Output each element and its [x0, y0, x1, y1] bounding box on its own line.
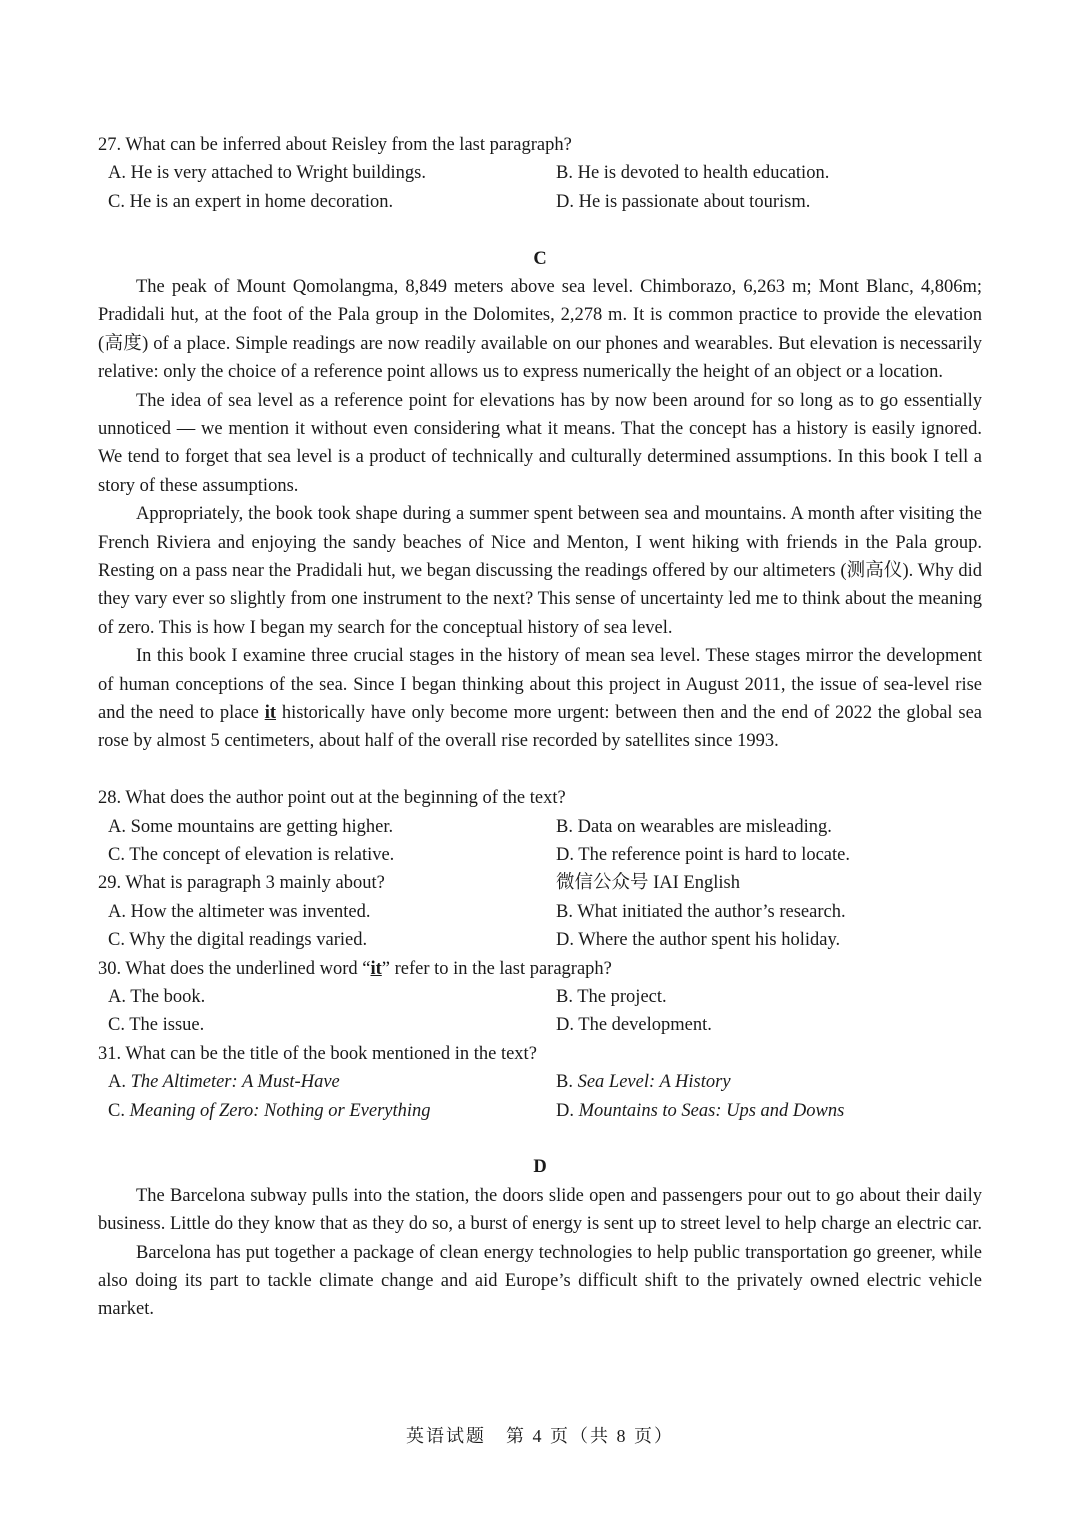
q28-option-d: D. The reference point is hard to locate. — [556, 845, 850, 866]
question-27: 27. What can be inferred about Reisley from the last paragraph? — [98, 135, 572, 155]
q31-option-c-title: Meaning of Zero: Nothing or Everything — [129, 1100, 431, 1121]
exam-page — [98, 131, 982, 1324]
q31-option-a — [98, 1068, 556, 1096]
q27-options-row-2 — [98, 188, 982, 216]
q28-options-row-2 — [98, 841, 982, 869]
q29-options-row-1 — [98, 898, 982, 926]
section-c-paragraph-2: The idea of sea level as a reference point for elevations has by now been around for so long as to go essentially unnoticed — we mention it without even considering what it means. That the concept has a history is easily ignored. We tend to forget that sea level is a product of technically and culturally determined assumptions. In this book I tell a story of these assumptions. — [98, 390, 982, 496]
q29-option-c: C. Why the digital readings varied. — [108, 930, 368, 951]
q30-option-a: A. The book. — [108, 986, 206, 1007]
q31-options-row-1 — [98, 1068, 982, 1096]
q29-option-d: D. Where the author spent his holiday. — [556, 930, 841, 951]
q30-option-d: D. The development. — [556, 1015, 712, 1036]
q31-option-a-letter: A. — [108, 1072, 131, 1093]
spacer — [98, 756, 982, 784]
question-29: 29. What is paragraph 3 mainly about? — [98, 873, 385, 894]
q30-text-end: ” refer to in the last paragraph? — [381, 958, 612, 979]
q27-options-row-1 — [98, 159, 982, 187]
q30-option-c: C. The issue. — [108, 1015, 205, 1036]
section-c-paragraph-3: Appropriately, the book took shape during a summer spent between sea and mountains. A month after visiting the French Riviera and enjoying the sandy beaches of Nice and Menton, I went hiking with friends in the Pala group. Resting on a pass near the Pradidali hut, we began discussing the readings offered by our altimeters (测高仪). Why did they vary ever so slightly from one instrument to the next? This sense of uncertainty led me to think about the meaning of zero. This is how I began my search for the conceptual history of sea level. — [98, 504, 982, 638]
q31-option-b-title: Sea Level: A History — [577, 1072, 731, 1093]
q31-options-row-2 — [98, 1097, 982, 1125]
paragraph-4-text-start: In this book I examine three crucial stages in the history of mean sea level. These stages mirror the development of human conceptions of the sea. Since I began thinking about this project in August 2011, the issue of sea-level rise and the need to place — [98, 646, 982, 724]
q30-text-start: 30. What does the underlined word “ — [98, 958, 371, 979]
section-c-title: C — [533, 248, 547, 269]
q31-option-d-letter: D. — [556, 1100, 579, 1121]
q31-option-a-title: The Altimeter: A Must-Have — [130, 1072, 340, 1093]
q31-option-c — [98, 1097, 556, 1125]
q30-underlined-it: it — [370, 958, 382, 979]
q27-option-b: B. He is devoted to health education. — [556, 163, 830, 184]
q31-option-c-letter: C. — [108, 1100, 130, 1121]
q27-option-a: A. He is very attached to Wright buildings. — [108, 163, 426, 184]
q28-option-c: C. The concept of elevation is relative. — [108, 845, 395, 866]
q30-options-row-1 — [98, 983, 982, 1011]
q29-option-a: A. How the altimeter was invented. — [108, 901, 371, 922]
paragraph-4-text-end: historically have only become more urgent: between then and the end of 2022 the global sea rose by almost 5 centimeters, about half of the overall rise recorded by satellites since 1993. — [98, 703, 982, 752]
q29-options-row-2 — [98, 926, 982, 954]
q30-options-row-2 — [98, 1011, 982, 1039]
underlined-word-it: it — [264, 703, 277, 724]
question-31: 31. What can be the title of the book mentioned in the text? — [98, 1043, 537, 1064]
q28-option-b: B. Data on wearables are misleading. — [556, 816, 832, 837]
section-c-paragraph-4 — [98, 642, 982, 756]
spacer — [98, 1125, 982, 1153]
q31-option-b-letter: B. — [556, 1072, 578, 1093]
question-30 — [98, 955, 982, 983]
q31-option-d — [556, 1097, 982, 1125]
section-d-paragraph-1: The Barcelona subway pulls into the station, the doors slide open and passengers pour out to go about their daily business. Little do they know that as they do so, a burst of energy is sent up to street level to help charge an electric car. — [98, 1185, 982, 1235]
section-d-paragraph-2: Barcelona has put together a package of clean energy technologies to help public transportation go greener, while also doing its part to tackle climate change and aid Europe’s difficult shift to the privately owned electric vehicle market. — [98, 1242, 982, 1320]
q30-option-b: B. The project. — [556, 986, 667, 1007]
q31-option-b — [556, 1068, 982, 1096]
watermark-text: 微信公众号 IAI English — [556, 873, 740, 894]
q29-question-row — [98, 869, 982, 897]
q27-option-c: C. He is an expert in home decoration. — [108, 191, 394, 212]
question-28: 28. What does the author point out at the beginning of the text? — [98, 788, 566, 809]
q28-option-a: A. Some mountains are getting higher. — [108, 816, 394, 837]
section-d-title: D — [533, 1157, 547, 1178]
q29-option-b: B. What initiated the author’s research. — [556, 901, 846, 922]
section-c-paragraph-1: The peak of Mount Qomolangma, 8,849 meters above sea level. Chimborazo, 6,263 m; Mont Blanc, 4,806m; Pradidali hut, at the foot of the Pala group in the Dolomites, 2,278 m. It is common practice to provide the elevation (高度) of a place. Simple readings are now readily available on our phones and wearables. But elevation is necessarily relative: only the choice of a reference point allows us to express numerically the height of an object or a location. — [98, 276, 982, 383]
page-footer: 英语试题 第 4 页（共 8 页） — [406, 1426, 674, 1446]
spacer — [98, 216, 982, 244]
q31-option-d-title: Mountains to Seas: Ups and Downs — [578, 1100, 845, 1121]
q28-options-row-1 — [98, 813, 982, 841]
q27-option-d: D. He is passionate about tourism. — [556, 191, 811, 212]
